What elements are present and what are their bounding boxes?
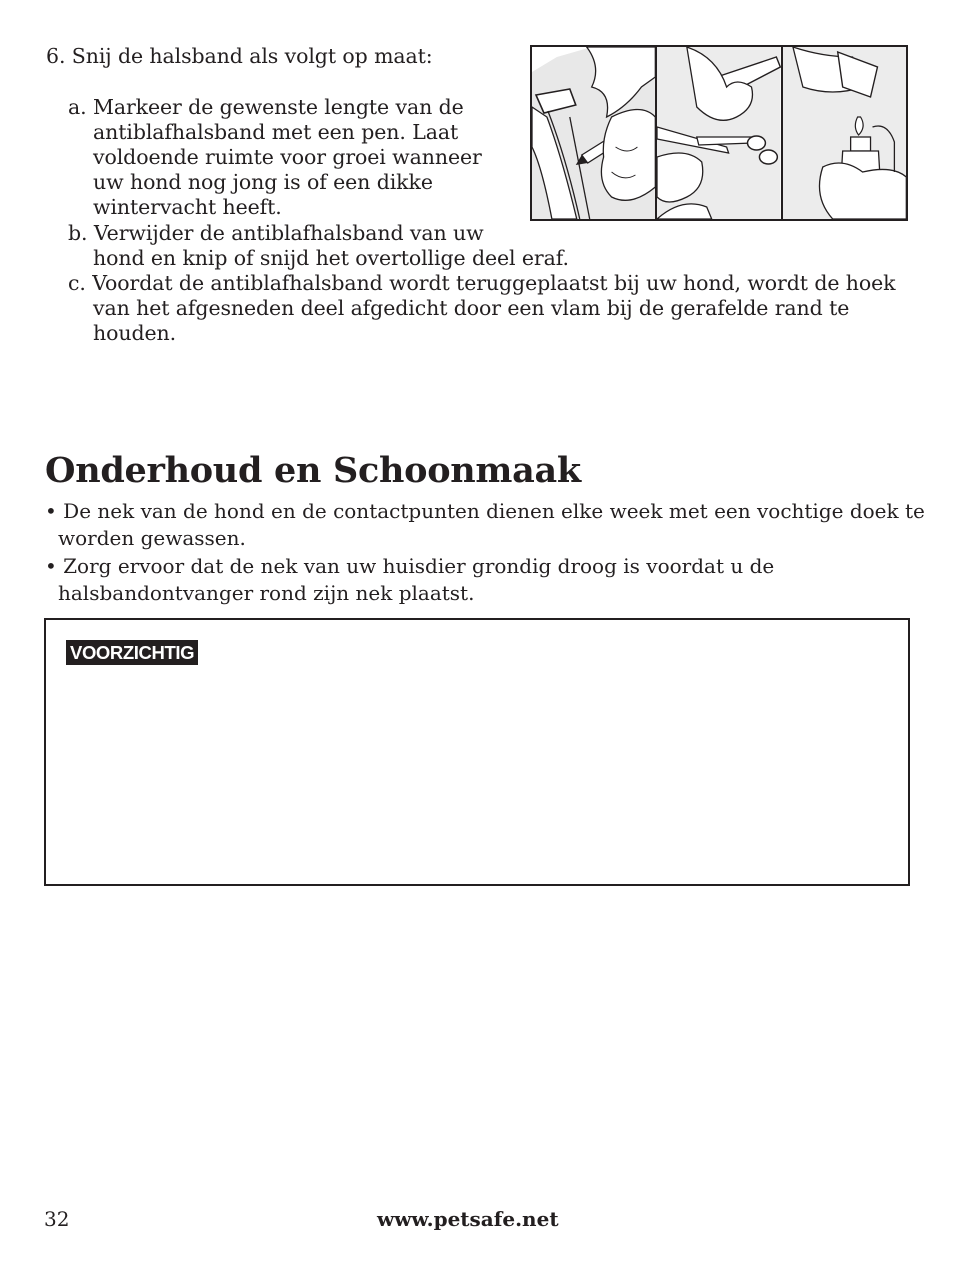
pen-marking-collar-illustration [532, 47, 655, 219]
step-a-line-4: uw hond nog jong is of een dikke [93, 170, 433, 194]
step-b-line-2: hond en knip of snijd het overtollige deel eraf. [93, 246, 569, 270]
bullet-item-2-line-2: halsbandontvanger rond zijn nek plaatst. [58, 581, 475, 605]
section-title: Onderhoud en Schoonmaak [45, 450, 581, 491]
step-b-line-1: b. Verwijder de antiblafhalsband van uw [68, 221, 484, 245]
bullet-item-1 [45, 498, 925, 552]
bullet-item-1-line-1: • De nek van de hond en de contactpunten dienen elke week met een vochtige doek te [45, 499, 925, 523]
step-a-line-5: wintervacht heeft. [93, 195, 282, 219]
step-6-heading: 6. Snij de halsband als volgt op maat: [46, 44, 433, 68]
lighter-sealing-edge-illustration [781, 47, 906, 219]
page-number: 32 [44, 1207, 70, 1231]
step-a-line-1: a. Markeer de gewenste lengte van de [68, 95, 464, 119]
step-c-line-3: houden. [93, 321, 177, 345]
step-c-line-2: van het afgesneden deel afgedicht door een vlam bij de gerafelde rand te [93, 296, 850, 320]
bullet-item-1-line-2: worden gewassen. [58, 526, 246, 550]
step-a-line-3: voldoende ruimte voor groei wanneer [93, 145, 482, 169]
bullet-item-2 [45, 553, 774, 607]
step-a-line-2: antiblafhalsband met een pen. Laat [93, 120, 459, 144]
step-c-line-1: c. Voordat de antiblafhalsband wordt teruggeplaatst bij uw hond, wordt de hoek [68, 271, 896, 295]
website-link[interactable]: www.petsafe.net [377, 1207, 559, 1231]
caution-box [44, 618, 910, 886]
collar-trimming-illustration [530, 45, 908, 221]
bullet-item-2-line-1: • Zorg ervoor dat de nek van uw huisdier grondig droog is voordat u de [45, 554, 775, 578]
scissors-cutting-collar-illustration [655, 47, 780, 219]
caution-label: VOORZICHTIG [66, 640, 198, 665]
